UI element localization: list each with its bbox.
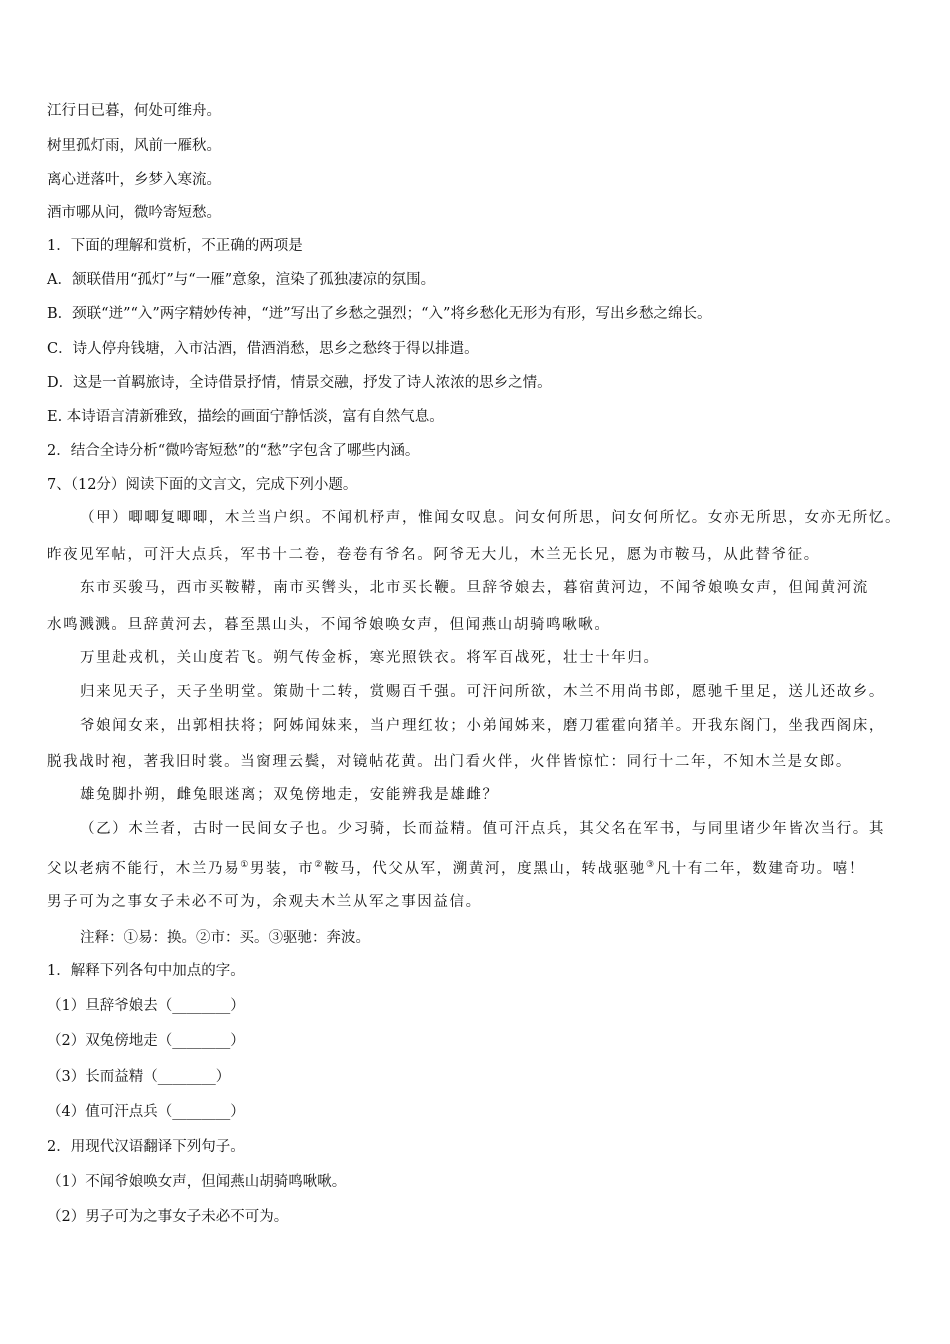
- passage-yi-line: 男子可为之事女子未必不可为，余观夫木兰从军之事因益信。: [47, 894, 482, 910]
- q6-option-e: E. 本诗语言清新雅致，描绘的画面宁静恬淡，富有自然气息。: [47, 409, 444, 425]
- footnote-mark: ①: [240, 860, 250, 870]
- passage-jia-line: 爷娘闻女来，出郭相扶将；阿姊闻妹来，当户理红妆；小弟闻姊来，磨刀霍霍向猪羊。开我东阁门，坐我西阁床，: [80, 718, 885, 734]
- q6-option-a: A．颔联借用“孤灯”与“一雁”意象，渲染了孤独凄凉的氛围。: [47, 272, 436, 288]
- q7-heading: 7、（12分）阅读下面的文言文，完成下列小题。: [47, 477, 358, 493]
- answer-blank[interactable]: （________）: [157, 1104, 245, 1120]
- q7-sub1-item: （1）旦辞爷娘去（________）: [47, 998, 245, 1014]
- q7-sub2-title: 2．用现代汉语翻译下列句子。: [47, 1139, 245, 1155]
- poem-line: 树里孤灯雨，风前一雁秋。: [47, 138, 221, 154]
- q7-sub1-title: 1．解释下列各句中加点的字。: [47, 963, 245, 979]
- answer-blank[interactable]: （________）: [157, 998, 245, 1014]
- passage-jia-line: （甲）唧唧复唧唧，木兰当户织。不闻机杼声，惟闻女叹息。问女何所思，问女何所忆。女亦无所思，女亦无所忆。: [80, 510, 902, 526]
- passage-jia-line: 脱我战时袍，著我旧时裳。当窗理云鬓，对镜帖花黄。出门看火伴，火伴皆惊忙：同行十二年，不知木兰是女郎。: [47, 754, 852, 770]
- poem-line: 酒市哪从问，微吟寄短愁。: [47, 205, 221, 221]
- passage-jia-line: 雄兔脚扑朔，雌兔眼迷离；双兔傍地走，安能辨我是雄雌？: [80, 787, 499, 803]
- footnote-mark: ③: [645, 860, 656, 870]
- q7-sub1-item: （2）双兔傍地走（________）: [47, 1033, 245, 1049]
- q6-question-2: 2．结合全诗分析“微吟寄短愁”的“愁”字包含了哪些内涵。: [47, 443, 420, 459]
- passage-yi-line: 父以老病不能行，木兰乃易①男装，市②鞍马，代父从军，溯黄河，度黑山，转战驱驰③凡十有二年，数建奇功。嘻！: [47, 860, 865, 877]
- passage-jia-line: 归来见天子，天子坐明堂。策勋十二转，赏赐百千强。可汗问所欲，木兰不用尚书郎，愿驰千里足，送儿还故乡。: [80, 684, 885, 700]
- q7-sub2-item: （1）不闻爷娘唤女声，但闻燕山胡骑鸣啾啾。: [47, 1174, 347, 1190]
- passage-yi-line: （乙）木兰者，古时一民间女子也。少习骑，长而益精。值可汗点兵，其父名在军书，与同里诸少年皆次当行。其: [80, 821, 885, 837]
- q7-sub1-item: （4）值可汗点兵（________）: [47, 1104, 245, 1120]
- answer-blank[interactable]: （________）: [157, 1033, 245, 1049]
- passage-jia-line: 东市买骏马，西市买鞍鞯，南市买辔头，北市买长鞭。旦辞爷娘去，暮宿黄河边，不闻爷娘唤女声，但闻黄河流: [80, 580, 869, 596]
- poem-line: 离心迸落叶，乡梦入寒流。: [47, 172, 221, 188]
- poem-line: 江行日已暮，何处可维舟。: [47, 103, 221, 119]
- q6-option-c: C．诗人停舟钱塘，入市沽酒，借酒消愁，思乡之愁终于得以排遣。: [47, 341, 479, 357]
- passage-jia-line: 水鸣溅溅。旦辞黄河去，暮至黑山头，不闻爷娘唤女声，但闻燕山胡骑鸣啾啾。: [47, 617, 611, 633]
- q6-option-b: B．颈联“迸”“入”两字精妙传神，“迸”写出了乡愁之强烈；“入”将乡愁化无形为有形，写出乡愁之绵长。: [47, 306, 712, 322]
- q6-question-1: 1．下面的理解和赏析，不正确的两项是: [47, 238, 303, 254]
- q6-option-d: D．这是一首羁旅诗，全诗借景抒情，情景交融，抒发了诗人浓浓的思乡之情。: [47, 375, 552, 391]
- q7-sub2-item: （2）男子可为之事女子未必不可为。: [47, 1209, 289, 1225]
- answer-blank[interactable]: （________）: [143, 1069, 231, 1085]
- q7-sub1-item: （3）长而益精（________）: [47, 1069, 231, 1085]
- passage-jia-line: 万里赴戎机，关山度若飞。朔气传金柝，寒光照铁衣。将军百战死，壮士十年归。: [80, 650, 660, 666]
- passage-notes: 注释：①易：换。②市：买。③驱驰：奔波。: [80, 930, 370, 946]
- passage-jia-line: 昨夜见军帖，可汗大点兵，军书十二卷，卷卷有爷名。阿爷无大儿，木兰无长兄，愿为市鞍马，从此替爷征。: [47, 547, 820, 563]
- footnote-mark: ②: [314, 860, 324, 870]
